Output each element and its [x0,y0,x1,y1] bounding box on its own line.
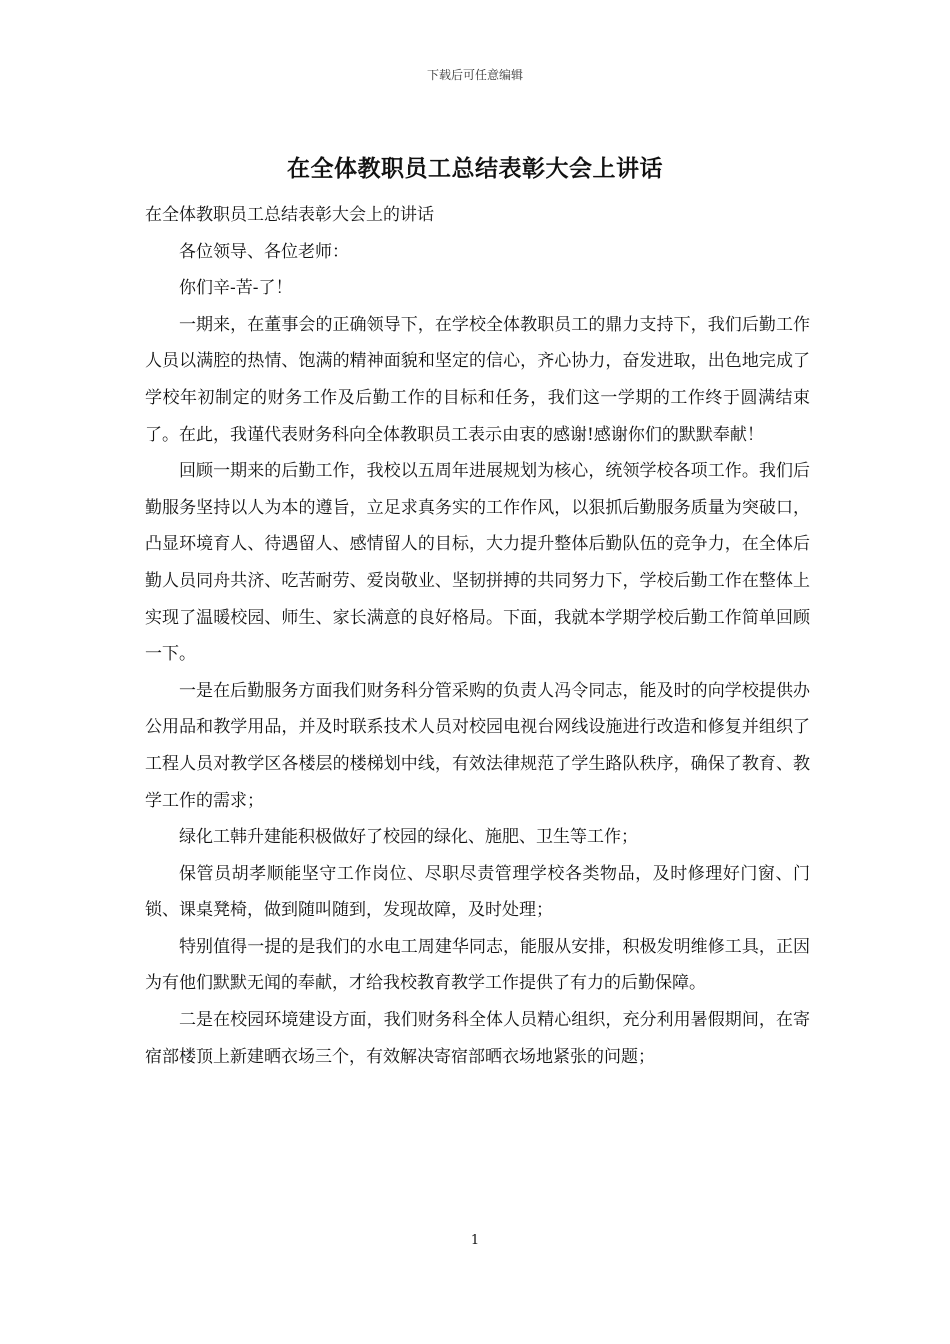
body-paragraph: 一期来，在董事会的正确领导下，在学校全体教职员工的鼎力支持下，我们后勤工作人员以满腔的热情、饱满的精神面貌和坚定的信心，齐心协力，奋发进取，出色地完成了学校年初制定的财务工作及后勤工作的目标和任务，我们这一学期的工作终于圆满结束了。在此，我谨代表财务科向全体教职员工表示由衷的感谢!感谢你们的默默奉献！ [145,314,810,445]
salutation-paragraph: 各位领导、各位老师： [179,241,349,262]
document-body [145,197,810,1075]
body-paragraph: 保管员胡孝顺能坚守工作岗位、尽职尽责管理学校各类物品，及时修理好门窗、门锁、课桌凳椅，做到随叫随到，发现故障，及时处理； [145,863,810,921]
page-header: 下载后可任意编辑 [426,68,523,82]
body-paragraph: 一是在后勤服务方面我们财务科分管采购的负责人冯令同志，能及时的向学校提供办公用品和教学用品，并及时联系技术人员对校园电视台网线设施进行改造和修复并组织了工程人员对教学区各楼层的楼梯划中线，有效法律规范了学生路队秩序，确保了教育、教学工作的需求； [145,680,810,811]
body-paragraph: 二是在校园环境建设方面，我们财务科全体人员精心组织，充分利用暑假期间，在寄宿部楼顶上新建晒衣场三个，有效解决寄宿部晒衣场地紧张的问题； [145,1010,810,1067]
body-paragraph: 回顾一期来的后勤工作，我校以五周年进展规划为核心，统领学校各项工作。我们后勤服务坚持以人为本的遵旨，立足求真务实的工作作风，以狠抓后勤服务质量为突破口，凸显环境育人、待遇留人、感情留人的目标，大力提升整体后勤队伍的竞争力，在全体后勤人员同舟共济、吃苦耐劳、爱岗敬业、坚韧拼搏的共同努力下，学校后勤工作在整体上实现了温暖校园、师生、家长满意的良好格局。下面，我就本学期学校后勤工作简单回顾一下。 [145,461,810,665]
page-number: 1 [470,1233,480,1248]
subtitle-paragraph: 在全体教职员工总结表彰大会上的讲话 [145,205,434,225]
body-paragraph: 绿化工韩升建能积极做好了校园的绿化、施肥、卫生等工作； [179,827,638,848]
document-title: 在全体教职员工总结表彰大会上讲话 [287,155,663,182]
body-paragraph: 特别值得一提的是我们的水电工周建华同志，能服从安排，积极发明维修工具，正因为有他们默默无闻的奉献，才给我校教育教学工作提供了有力的后勤保障。 [145,936,810,994]
greeting-paragraph: 你们辛-苦-了！ [179,278,293,299]
